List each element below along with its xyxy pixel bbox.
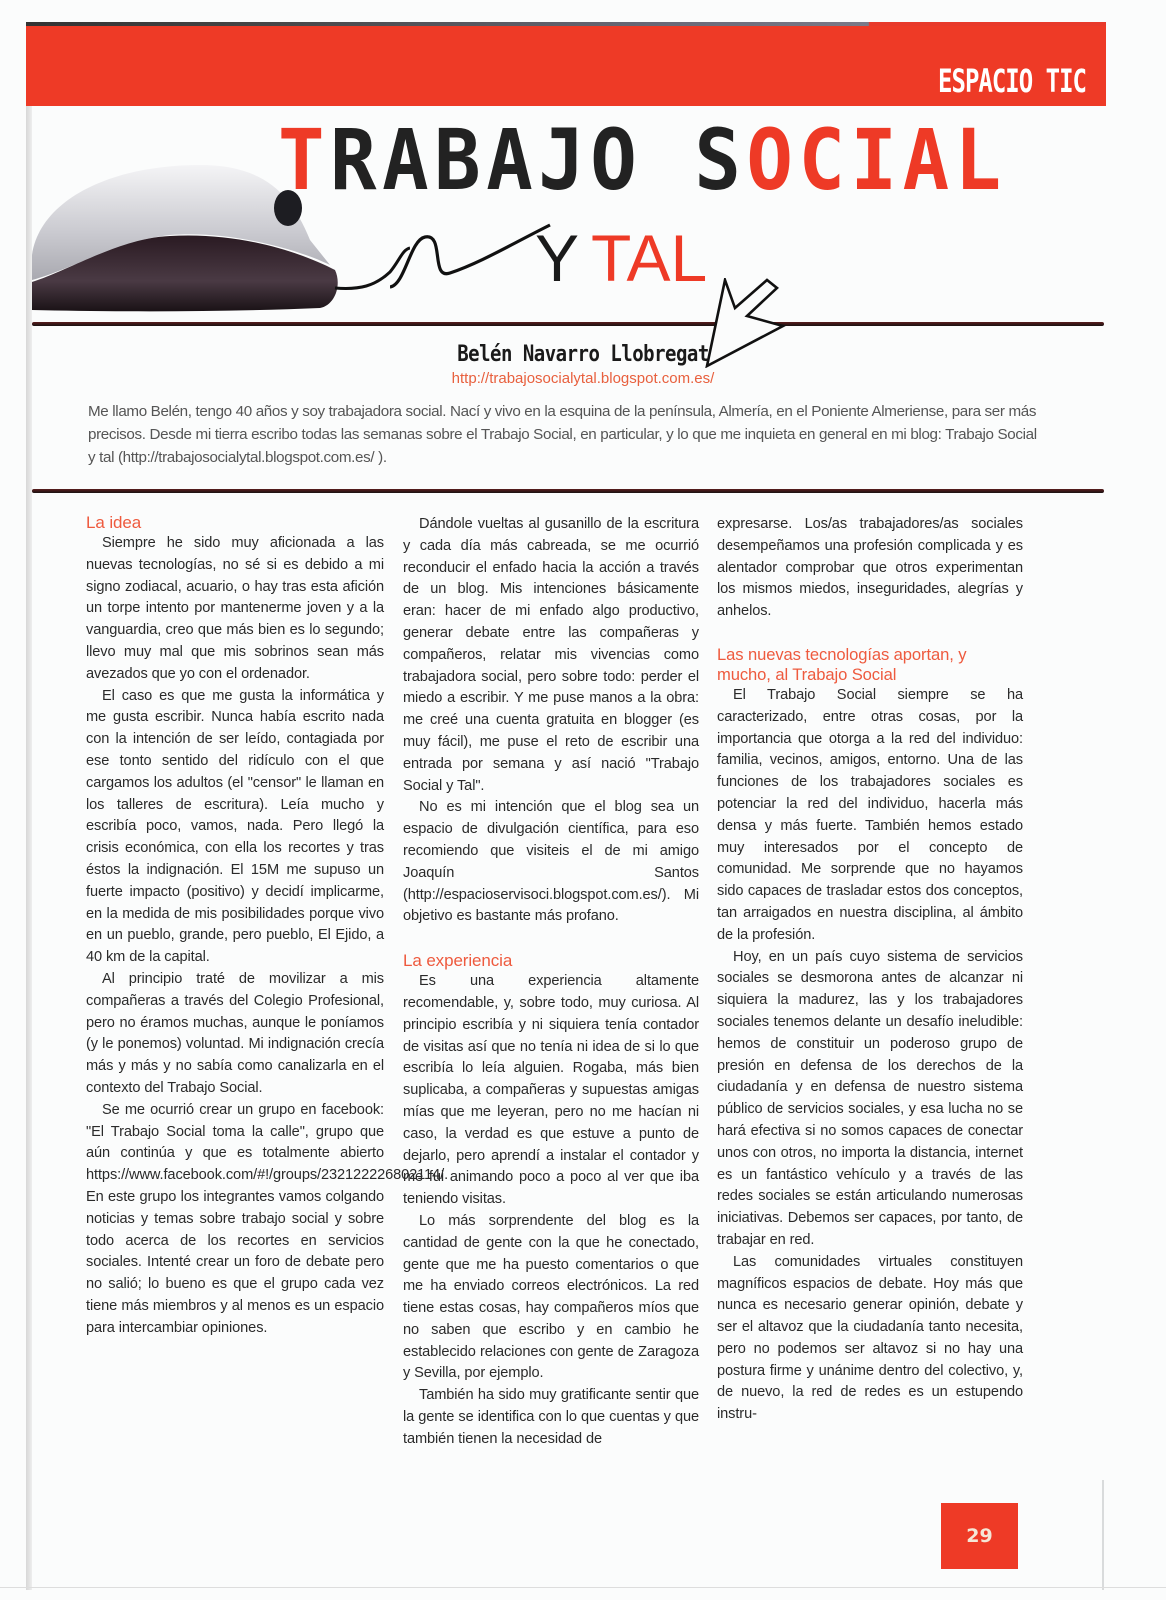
title-y: Y [535,221,580,295]
title-tal: TAL [591,221,708,295]
paragraph: Es una experiencia altamente recomendable, y, sobre todo, muy curiosa. Al principio escribía y ni siquiera tenía contador de visitas así que no tenía ni idea de si lo que escribía lo leía alguien. Rogaba, más bien suplicaba, a compañeras y supuestas amigas mías que me leyeran, pero no me hacían ni caso, la verdad es que estuve a punto de dejarlo, pero aprendí a instalar el contador y me fui animando poco a poco al ver que iba teniendo visitas. [403,973,699,1208]
page-number-badge [941,1503,1018,1569]
section-tag: ESPACIO TIC [938,62,1086,100]
paragraph: Las comunidades virtuales constituyen magníficos espacios de debate. Hoy más que nunca es necesario generar opinión, debate y ser el altavoz que la ciudadanía tanto necesita, pero no podemos ser altavoz si no hay una postura firme y unánime dentro del colectivo, y, de nuevo, la red de redes es un estupendo instru- [717,1253,1023,1423]
header-band [26,26,1106,106]
paragraph: Hoy, en un país cuyo sistema de servicios sociales se desmorona antes de alcanzar ni siquiera la madurez, las y los trabajadores sociales tenemos delante un desafío ineludible: hemos de constituir un poderoso grupo de presión en defensa de los derechos de la ciudadanía y en defensa de nuestro sistema público de servicios sociales, y esa lucha no se hará efectiva si no somos capaces de conectar unos con otros, no importa la distancia, internet es un fantástico vehículo y a través de las redes sociales se están articulando numerosas iniciativas. Debemos ser capaces, por tanto, de trabajar en red. [717,948,1023,1248]
page-right-edge [1102,1480,1104,1590]
author-name: Belén Navarro Llobregat [457,341,709,367]
paragraph: expresarse. Los/as trabajadores/as sociales desempeñamos una profesión complicada y es alentador comprobar que otros experimentan los mismos miedos, inseguridades, alegrías y anhelos. [717,516,1023,620]
paragraph: Se me ocurrió crear un grupo en facebook: "El Trabajo Social toma la calle", grupo que aún continúa y que es totalmente abierto https://www.facebook.com/#!/groups/232122226802114/. En este grupo los integrantes vamos colgando noticias y temas sobre trabajo social y sobre todo acerca de los recortes en servicios sociales. Intenté crear un foro de debate pero no salió; lo bueno es que el grupo cada vez tiene más miembros y al menos es un espacio para intercambiar opiniones. [86,1101,449,1336]
paragraph: El Trabajo Social siempre se ha caracterizado, entre otras cosas, por la importancia que otorga a la red del individuo: familia, vecinos, amigos, entorno. Una de las funciones de los trabajadores sociales es potenciar la red del individuo, hacerla más densa y más fuerte. También hemos estado muy interesados por el concepto de comunidad. Me sorprende que no hayamos sido capaces de trasladar estos dos conceptos, tan arraigados en nuestra disciplina, al ámbito de la profesión. [717,686,1023,943]
article-column-1 [86,512,449,1339]
paragraph: No es mi intención que el blog sea un espacio de divulgación científica, para eso recomiendo que visiteis el de mi amigo Joaquín Santos (http://espacioservisoci.blogspot.com.es/). Mi objetivo es bastante más profano. [403,799,699,925]
paragraph: El caso es que me gusta la informática y me gusta escribir. Nunca había escrito nada con la intención de ser leído, contagiada por ese tonto sentido del ridículo con el que cargamos los adultos (el "censor" le llaman en los talleres de escritura). Leía mucho y escribía poco, vamos, nada. Pero llegó la crisis económica, con ella los recortes y tras éstos la indignación. El 15M me supuso un fuerte impacto (positivo) y decidí implicarme, en la medida de mis posibilidades porque vivo en un pueblo, grande, pero pueblo, El Ejido, a 40 km de la capital. [86,687,384,966]
section-heading-la-idea: La idea [86,513,142,532]
article-column-2 [403,514,699,1451]
title-letter-red: T [278,111,331,209]
page-bottom-edge [0,1587,1166,1588]
page-number: 29 [966,1525,993,1547]
title-segment-dark: RABAJO S [330,111,747,209]
paragraph: Siempre he sido muy aficionada a las nuevas tecnologías, no sé si es debido a mi signo zodiacal, acuario, o hay tras esta afición un torpe intento por mantenerme joven y a la vanguardia, creo que más bien es lo segundo; llevo muy mal que mis sobrinos sean más avezados que yo con el ordenador. [86,535,384,682]
article-title-line-2 [535,221,708,295]
paragraph: También ha sido muy gratificante sentir que la gente se identifica con lo que cuentas y que también tienen la necesidad de [403,1387,699,1447]
author-blog-link[interactable]: http://trabajosocialytal.blogspot.com.es/ [451,370,715,387]
paragraph: Lo más sorprendente del blog es la cantidad de gente con la que he conectado, gente que me ha puesto comentarios o que me ha enviado correos electrónicos. La red tiene estas cosas, hay compañeros míos que no saben que escribo y en cambio he establecido relaciones con gente de Zaragoza y Sevilla, por ejemplo. [403,1212,699,1382]
author-intro: Me llamo Belén, tengo 40 años y soy trabajadora social. Nací y vivo en la esquina de la península, Almería, en el Poniente Almeriense, para ser más precisos. Desde mi tierra escribo todas las semanas sobre el Trabajo Social, en particular, y lo que me inquieta en general en mi blog: Trabajo Social y tal (http://trabajosocialytal.blogspot.com.es/ ). [88,403,1037,466]
article-column-3 [717,514,1023,1426]
paragraph: Al principio traté de movilizar a mis compañeras a través del Colegio Profesional, pero no éramos muchas, aunque le poníamos (y le ponemos) voluntad. Mi indignación crecía más y más y no sabía como canalizarla en el contexto del Trabajo Social. [86,970,384,1096]
article-title-line-1 [278,111,1007,209]
section-heading-nuevas-tecnologias: Las nuevas tecnologías aportan, y mucho, al Trabajo Social [717,644,967,684]
title-segment-red: OCIAL [746,111,1007,209]
paragraph: Dándole vueltas al gusanillo de la escritura y cada día más cabreada, se me ocurrió reconducir el enfado hacia la acción a través de un blog. Mis intenciones básicamente eran: hacer de mi enfado algo productivo, generar debate entre las compañeras y compañeros, relatar mis vivencias como trabajadora social, pero sobre todo: perder el miedo a escribir. Y me puse manos a la obra: me creé una cuenta gratuita en blogger (es muy fácil), me puse el reto de escribir una entrada por semana y así nació "Trabajo Social y Tal". [403,516,699,794]
divider-bottom [32,489,1104,493]
divider-top [32,322,1104,326]
section-heading-la-experiencia: La experiencia [403,951,513,971]
